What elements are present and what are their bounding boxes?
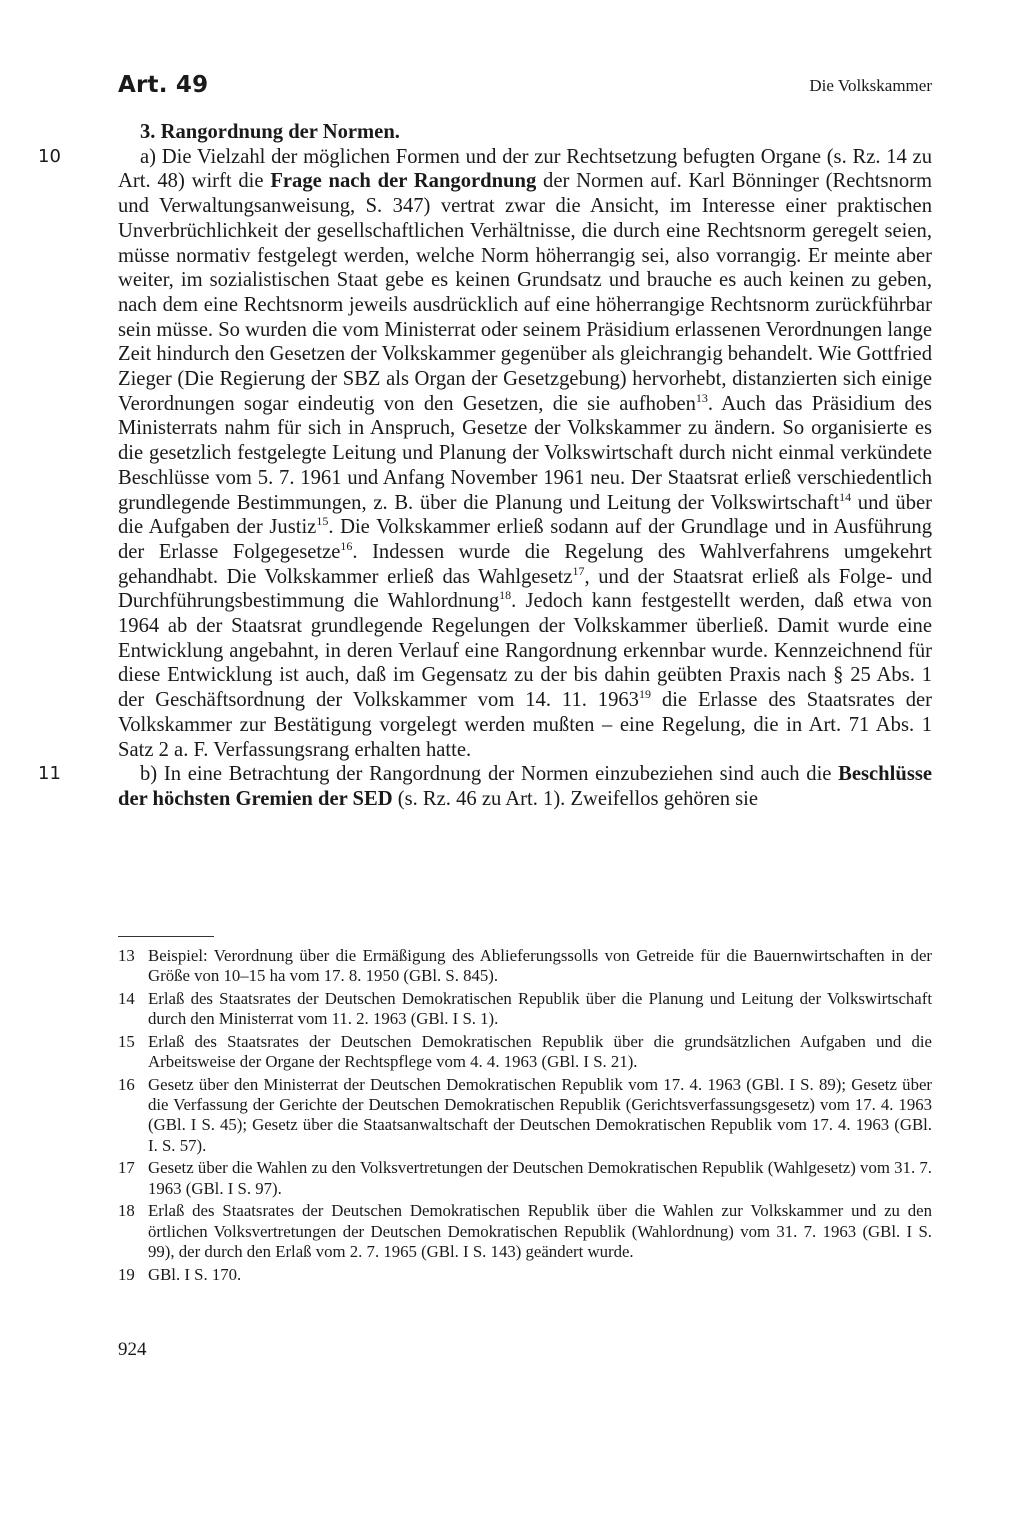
footnotes xyxy=(118,946,932,1287)
footnote-ref-19[interactable]: 19 xyxy=(638,687,651,702)
footnote-rule xyxy=(118,936,214,937)
footnote-number: 18 xyxy=(118,1201,135,1221)
para10-text-2: der Normen auf. Karl Bönninger (Rechtsnorm und Verwaltungsanweisung, S. 347) vertrat zwar die Ansicht, im Interesse einer praktischen Unverbrüchlichkeit der gesellschaftlichen Verhältnisse, die durch eine Rechtsnorm geregelt seien, müsse normativ festgelegt werden, welche Norm höherrangig sei, also vorrangig. Er meinte aber weiter, im sozialistischen Staat gebe es keinen Grundsatz und brauche es auch keinen zu geben, nach dem eine Rechtsnorm jeweils ausdrücklich auf eine höherrangige Rechtsnorm zurückführbar sein müsse. So wurden die vom Ministerrat oder seinem Präsidium erlassenen Verordnungen lange Zeit hindurch den Gesetzen der Volkskammer gegenüber als gleichrangig behandelt. Wie Gottfried Zieger (Die Regierung der SBZ als Organ der Gesetzgebung) hervorhebt, distanzierten sich einige Verordnungen sogar eindeutig von den Gesetzen, die sie aufhoben xyxy=(118,170,932,415)
footnote-text: Gesetz über die Wahlen zu den Volksvertretungen der Deutschen Demokratischen Republik (Wahlgesetz) vom 31. 7. 1963 (GBl. I S. 97). xyxy=(148,1158,932,1198)
main-text xyxy=(38,120,933,812)
footnote-text: Erlaß des Staatsrates der Deutschen Demokratischen Republik über die Planung und Leitung der Volkswirtschaft durch den Ministerrat vom 11. 2. 1963 (GBl. I S. 1). xyxy=(148,989,932,1029)
footnote-text: GBl. I S. 170. xyxy=(148,1264,242,1284)
running-head: Die Volkskammer xyxy=(809,76,932,95)
para10-text-7: , und der Staatsrat erließ als Folge- und Durchführungsbestimmung die Wahlordnung xyxy=(118,565,932,613)
para10-text-4: und über die Aufgaben der Justiz xyxy=(118,491,932,539)
footnote-ref-14[interactable]: 14 xyxy=(839,489,852,504)
para10-text-5: . Die Volkskammer erließ sodann auf der Grundlage und in Ausführung der Erlasse Folgegesetze xyxy=(118,516,932,563)
footnote-ref-15[interactable]: 15 xyxy=(316,514,329,529)
footnote-number: 15 xyxy=(118,1032,135,1051)
footnote-number: 19 xyxy=(118,1264,135,1284)
footnote-16 xyxy=(118,1075,932,1156)
footnote-18 xyxy=(118,1201,932,1262)
para11-text-2: (s. Rz. 46 zu Art. 1). Zweifellos gehören sie xyxy=(392,787,759,810)
para11-text-1: b) In eine Betrachtung der Rangordnung der Normen einzubeziehen sind auch die xyxy=(140,763,839,786)
margin-number-10: 10 xyxy=(38,145,61,167)
footnote-ref-18[interactable]: 18 xyxy=(499,588,512,603)
footnote-text: Beispiel: Verordnung über die Ermäßigung des Ablieferungssolls von Getreide für die Bauernwirtschaften in der Größe von 10–15 ha vom 17. 8. 1950 (GBl. S. 845). xyxy=(148,946,932,986)
footnote-number: 16 xyxy=(118,1075,135,1094)
footnote-17 xyxy=(118,1158,932,1198)
footnote-number: 14 xyxy=(118,989,135,1008)
para10-text-9: die Erlasse des Staatsrates der Volkskammer zur Bestätigung vorgelegt werden mußten – eine Regelung, die in Art. 71 Abs. 1 Satz 2 a. F. Verfassungsrang erhalten hatte. xyxy=(118,689,932,761)
footnote-ref-17[interactable]: 17 xyxy=(572,563,585,578)
footnote-13 xyxy=(118,946,932,986)
para10-text-6: . Indessen wurde die Regelung des Wahlverfahrens umgekehrt gehandhabt. Die Volkskammer erließ das Wahlgesetz xyxy=(118,540,932,588)
footnote-text: Erlaß des Staatsrates der Deutschen Demokratischen Republik über die grundsätzlichen Aufgaben und die Arbeitsweise der Organe der Rechtspflege vom 4. 4. 1963 (GBl. I S. 21). xyxy=(148,1032,932,1072)
footnote-text: Erlaß des Staatsrates der Deutschen Demokratischen Republik über die Wahlen zur Volkskammer und zu den örtlichen Volksvertretungen der Deutschen Demokratischen Republik (Wahlordnung) vom 31. 7. 1963 (GBl. I S. 99), der durch den Erlaß vom 2. 7. 1965 (GBl. I S. 143) geändert wurde. xyxy=(148,1201,932,1261)
footnote-ref-13[interactable]: 13 xyxy=(695,390,708,405)
footnote-19 xyxy=(118,1265,932,1285)
footnote-15 xyxy=(118,1032,932,1072)
margin-number-11: 11 xyxy=(38,763,61,785)
footnote-number: 17 xyxy=(118,1158,135,1178)
page-number: 924 xyxy=(118,1339,147,1360)
para10-text-3: . Auch das Präsidium des Ministerrats nahm für sich in Anspruch, Gesetze der Volkskammer zu ändern. So organisierte es die gesetzlich festgelegte Leitung und Planung der Volkswirtschaft durch nicht einmal verkündete Beschlüsse vom 5. 7. 1961 und Anfang November 1961 neu. Der Staatsrat erließ verschiedentlich grundlegende Bestimmungen, z. B. über die Planung und Leitung der Volkswirtschaft xyxy=(118,392,932,514)
footnote-14 xyxy=(118,989,932,1029)
footnote-ref-16[interactable]: 16 xyxy=(340,538,353,553)
footnote-text: Gesetz über den Ministerrat der Deutschen Demokratischen Republik vom 17. 4. 1963 (GBl. I S. 89); Gesetz über die Verfassung der Gerichte der Deutschen Demokratischen Republik (Gerichtsverfassungsgesetz) vom 17. 4. 1963 (GBl. I S. 45); Gesetz über die Staatsanwaltschaft der Deutschen Demokratischen Republik vom 17. 4. 1963 (GBl. I. S. 57). xyxy=(148,1075,932,1155)
paragraph-10 xyxy=(38,145,933,763)
para10-text-1: a) Die Vielzahl der möglichen Formen und der zur Rechtsetzung befugten Organe (s. Rz. 14 zu Art. 48) wirft die xyxy=(118,145,932,193)
footnote-number: 13 xyxy=(118,946,135,965)
paragraph-11 xyxy=(38,762,932,811)
para10-text-8: . Jedoch kann festgestellt werden, daß etwa von 1964 ab der Staatsrat grundlegende Regelungen der Volkskammer überließ. Damit wurde eine Entwicklung angebahnt, in deren Verlauf eine Rangordnung erkennbar wurde. Kennzeichnend für diese Entwicklung ist auch, daß im Gegensatz zu der bis dahin geübten Praxis nach § 25 Abs. 1 der Geschäftsordnung der Volkskammer vom 14. 11. 1963 xyxy=(118,590,933,712)
para10-bold-1: Frage nach der Rangordnung xyxy=(270,170,537,193)
para11-bold-1: Beschlüsse der höchsten Gremien der SED xyxy=(118,763,932,810)
article-label: Art. 49 xyxy=(118,72,209,98)
section-heading: 3. Rangordnung der Normen. xyxy=(140,121,400,143)
